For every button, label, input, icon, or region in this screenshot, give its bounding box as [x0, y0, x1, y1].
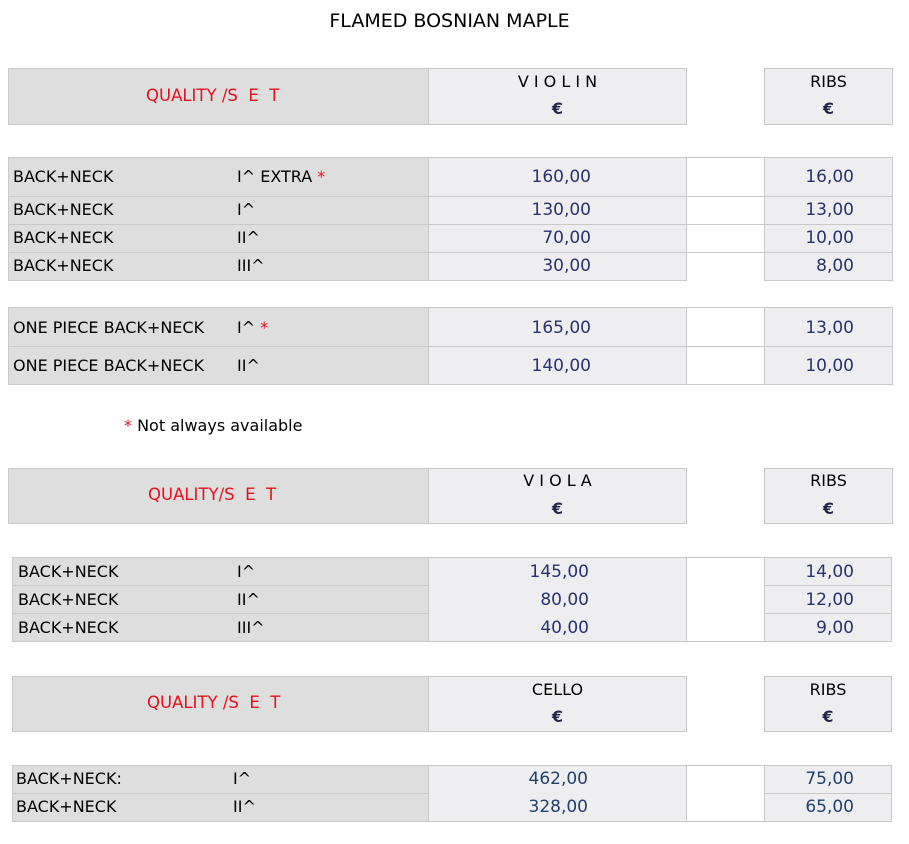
row-price: 80,00 [540, 590, 589, 610]
row-grade: I^ * [237, 318, 269, 337]
row-grade: III^ [237, 618, 265, 637]
row-price: 130,00 [531, 200, 591, 220]
row-divider [764, 585, 892, 586]
cello-ribs-label: RIBS [809, 680, 847, 699]
row-divider [764, 613, 892, 614]
row-divider [8, 196, 893, 197]
row-grade: II^ [233, 797, 256, 816]
row-price: 40,00 [540, 618, 589, 638]
row-price: 140,00 [531, 356, 591, 376]
row-name: BACK+NECK [13, 167, 114, 186]
row-ribs: 8,00 [816, 256, 854, 276]
row-grade: II^ [237, 356, 260, 375]
row-ribs: 10,00 [805, 356, 854, 376]
row-grade: I^ [237, 200, 256, 219]
row-divider [8, 252, 893, 253]
row-ribs: 13,00 [805, 318, 854, 338]
cello-header-label: CELLO [531, 680, 584, 699]
row-name: BACK+NECK [18, 562, 119, 581]
row-price: 145,00 [529, 562, 589, 582]
row-grade: I^ EXTRA * [237, 167, 326, 186]
row-name: BACK+NECK [13, 200, 114, 219]
row-divider [12, 585, 429, 586]
row-divider [12, 613, 429, 614]
viola-quality-label: QUALITY/S E T [148, 485, 277, 504]
row-ribs: 9,00 [816, 618, 854, 638]
row-divider [8, 346, 893, 347]
violin-ribs-label: RIBS [810, 72, 847, 91]
availability-note: * Not always available [124, 416, 303, 435]
row-grade: II^ [237, 228, 260, 247]
row-price: 70,00 [542, 228, 591, 248]
row-name: BACK+NECK [13, 256, 114, 275]
violin-ribs-euro-symbol: € [822, 99, 835, 118]
asterisk-mark: * [124, 416, 132, 435]
row-price: 30,00 [542, 256, 591, 276]
viola-header-label: V I O L A [523, 471, 592, 490]
row-ribs: 65,00 [805, 797, 854, 817]
row-divider [8, 224, 893, 225]
row-price: 328,00 [528, 797, 588, 817]
row-grade: I^ [237, 562, 256, 581]
row-ribs: 12,00 [805, 590, 854, 610]
row-name: BACK+NECK [18, 618, 119, 637]
row-ribs: 10,00 [805, 228, 854, 248]
violin-quality-label: QUALITY /S E T [146, 86, 280, 105]
row-name: BACK+NECK [18, 590, 119, 609]
row-name: BACK+NECK: [16, 769, 122, 788]
asterisk-mark: * [260, 318, 269, 337]
row-grade: III^ [237, 256, 265, 275]
viola-spacer-column [687, 557, 764, 642]
cello-spacer-column [687, 765, 764, 822]
page-title: FLAMED BOSNIAN MAPLE [329, 10, 570, 32]
row-name: BACK+NECK [13, 228, 114, 247]
cello-euro-symbol: € [551, 707, 564, 726]
viola-euro-symbol: € [551, 499, 564, 518]
viola-ribs-euro-symbol: € [822, 499, 835, 518]
cello-quality-label: QUALITY /S E T [147, 693, 281, 712]
row-divider [764, 793, 892, 794]
row-price: 165,00 [531, 318, 591, 338]
violin-spacer-column [687, 157, 764, 385]
row-name: ONE PIECE BACK+NECK [13, 318, 205, 337]
row-price: 160,00 [531, 167, 591, 187]
asterisk-mark: * [317, 167, 326, 186]
row-ribs: 14,00 [805, 562, 854, 582]
violin-euro-symbol: € [551, 99, 564, 118]
cello-ribs-euro-symbol: € [822, 707, 834, 726]
viola-ribs-label: RIBS [810, 471, 847, 490]
row-ribs: 16,00 [805, 167, 854, 187]
row-ribs: 13,00 [805, 200, 854, 220]
row-name: BACK+NECK [16, 797, 117, 816]
row-grade: II^ [237, 590, 260, 609]
row-ribs: 75,00 [805, 769, 854, 789]
row-divider [12, 793, 429, 794]
row-name: ONE PIECE BACK+NECK [13, 356, 205, 375]
row-grade: I^ [233, 769, 252, 788]
violin-header-label: V I O L I N [517, 72, 598, 91]
row-price: 462,00 [528, 769, 588, 789]
blank-row [8, 281, 893, 308]
